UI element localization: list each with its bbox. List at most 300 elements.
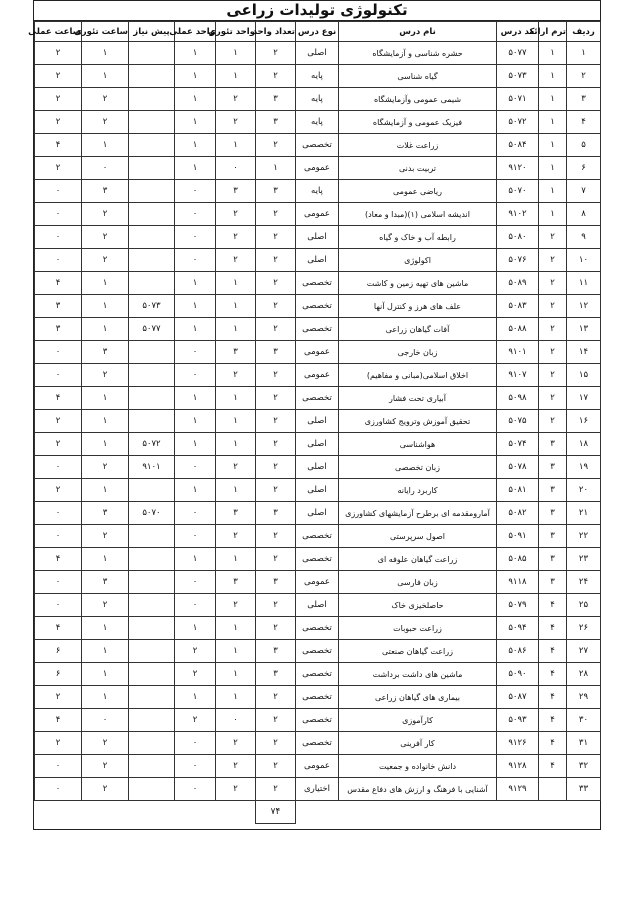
cell-units: ۲ xyxy=(256,318,296,341)
cell-practical-units: ۱ xyxy=(175,65,216,88)
cell-practical-units: ۰ xyxy=(175,732,216,755)
cell-term: ۴ xyxy=(539,755,567,778)
cell-course-name: تربیت بدنی xyxy=(339,157,497,180)
cell-practical-units: ۰ xyxy=(175,755,216,778)
cell-prerequisite xyxy=(129,617,175,640)
cell-row-number: ۱۴ xyxy=(567,341,601,364)
cell-course-name: علف های هرز و کنترل آنها xyxy=(339,295,497,318)
cell-practical-units: ۱ xyxy=(175,42,216,65)
cell-course-code: ۹۱۲۰ xyxy=(497,157,539,180)
cell-course-type: تخصصی xyxy=(296,318,339,341)
cell-prerequisite: ۵۰۷۷ xyxy=(129,318,175,341)
cell-practical-units: ۱ xyxy=(175,295,216,318)
cell-course-code: ۵۰۷۲ xyxy=(497,111,539,134)
cell-term: ۴ xyxy=(539,709,567,732)
cell-theory-units: ۲ xyxy=(216,456,256,479)
cell-prerequisite: ۵۰۷۳ xyxy=(129,295,175,318)
table-row xyxy=(35,65,601,88)
cell-practical-hours: ۰ xyxy=(35,341,82,364)
cell-row-number: ۵ xyxy=(567,134,601,157)
cell-course-name: اندیشه اسلامی (۱)(مبدا و معاد) xyxy=(339,203,497,226)
cell-course-type: تخصصی xyxy=(296,272,339,295)
cell-term: ۳ xyxy=(539,502,567,525)
cell-term: ۱ xyxy=(539,157,567,180)
cell-course-code: ۵۰۷۷ xyxy=(497,42,539,65)
cell-row-number: ۱۰ xyxy=(567,249,601,272)
cell-course-name: زراعت غلات xyxy=(339,134,497,157)
cell-practical-units: ۱ xyxy=(175,318,216,341)
table-row xyxy=(35,157,601,180)
cell-theory-units: ۱ xyxy=(216,272,256,295)
col-header-code: کد درس xyxy=(497,22,539,42)
cell-units: ۲ xyxy=(256,410,296,433)
cell-prerequisite xyxy=(129,65,175,88)
table-row xyxy=(35,732,601,755)
course-sheet xyxy=(28,0,601,830)
cell-practical-units: ۲ xyxy=(175,709,216,732)
cell-theory-hours: ۰ xyxy=(82,157,129,180)
cell-course-type: اختیاری xyxy=(296,778,339,801)
cell-units: ۲ xyxy=(256,42,296,65)
cell-row-number: ۲۷ xyxy=(567,640,601,663)
cell-theory-units: ۱ xyxy=(216,548,256,571)
cell-row-number: ۳۱ xyxy=(567,732,601,755)
cell-practical-hours: ۴ xyxy=(35,617,82,640)
table-row xyxy=(35,249,601,272)
cell-course-name: زراعت گیاهان صنعتی xyxy=(339,640,497,663)
cell-practical-hours: ۰ xyxy=(35,364,82,387)
cell-course-name: کار آفرینی xyxy=(339,732,497,755)
cell-course-name: اخلاق اسلامی(مبانی و مفاهیم) xyxy=(339,364,497,387)
cell-practical-hours: ۰ xyxy=(35,203,82,226)
cell-prerequisite xyxy=(129,709,175,732)
cell-course-type: اصلی xyxy=(296,42,339,65)
cell-course-type: عمومی xyxy=(296,341,339,364)
cell-term: ۲ xyxy=(539,249,567,272)
cell-term: ۴ xyxy=(539,594,567,617)
cell-practical-hours: ۰ xyxy=(35,180,82,203)
cell-prerequisite xyxy=(129,42,175,65)
cell-units: ۲ xyxy=(256,65,296,88)
cell-course-name: حاصلخیزی خاک xyxy=(339,594,497,617)
cell-theory-hours: ۲ xyxy=(82,755,129,778)
cell-practical-hours: ۲ xyxy=(35,410,82,433)
cell-term: ۳ xyxy=(539,433,567,456)
table-row xyxy=(35,755,601,778)
cell-row-number: ۳ xyxy=(567,88,601,111)
cell-course-type: عمومی xyxy=(296,364,339,387)
cell-practical-hours: ۶ xyxy=(35,663,82,686)
cell-course-name: زراعت حبوبات xyxy=(339,617,497,640)
cell-practical-hours: ۳ xyxy=(35,318,82,341)
cell-course-name: آمارومقدمه ای برطرح آزمایشهای کشاورزی xyxy=(339,502,497,525)
cell-course-code: ۵۰۷۰ xyxy=(497,180,539,203)
cell-theory-units: ۱ xyxy=(216,65,256,88)
cell-course-name: کاربرد رایانه xyxy=(339,479,497,502)
cell-practical-hours: ۰ xyxy=(35,571,82,594)
cell-practical-units: ۱ xyxy=(175,479,216,502)
cell-row-number: ۱۳ xyxy=(567,318,601,341)
cell-row-number: ۱۸ xyxy=(567,433,601,456)
cell-course-type: تخصصی xyxy=(296,387,339,410)
cell-course-name: شیمی عمومی وآزمایشگاه xyxy=(339,88,497,111)
cell-practical-units: ۱ xyxy=(175,548,216,571)
cell-prerequisite: ۹۱۰۱ xyxy=(129,456,175,479)
col-header-row-number: ردیف xyxy=(567,22,601,42)
cell-course-type: تخصصی xyxy=(296,134,339,157)
cell-practical-hours: ۴ xyxy=(35,548,82,571)
table-row xyxy=(35,709,601,732)
cell-course-code: ۵۰۷۳ xyxy=(497,65,539,88)
col-header-theory-units: واحد تئوری xyxy=(216,22,256,42)
cell-practical-hours: ۰ xyxy=(35,502,82,525)
cell-theory-hours: ۲ xyxy=(82,525,129,548)
cell-practical-hours: ۶ xyxy=(35,640,82,663)
cell-term: ۱ xyxy=(539,134,567,157)
cell-course-type: پایه xyxy=(296,180,339,203)
cell-course-code: ۵۰۸۲ xyxy=(497,502,539,525)
cell-theory-units: ۲ xyxy=(216,732,256,755)
table-row xyxy=(35,410,601,433)
cell-practical-units: ۰ xyxy=(175,571,216,594)
cell-row-number: ۳۲ xyxy=(567,755,601,778)
cell-course-type: عمومی xyxy=(296,157,339,180)
cell-row-number: ۳۳ xyxy=(567,778,601,801)
cell-theory-units: ۱ xyxy=(216,663,256,686)
cell-theory-hours: ۲ xyxy=(82,226,129,249)
cell-term: ۱ xyxy=(539,65,567,88)
cell-course-type: تخصصی xyxy=(296,663,339,686)
cell-theory-units: ۲ xyxy=(216,594,256,617)
cell-course-type: تخصصی xyxy=(296,617,339,640)
table-row xyxy=(35,456,601,479)
cell-course-type: اصلی xyxy=(296,433,339,456)
cell-practical-units: ۰ xyxy=(175,226,216,249)
table-row xyxy=(35,318,601,341)
cell-practical-hours: ۲ xyxy=(35,111,82,134)
cell-course-type: اصلی xyxy=(296,249,339,272)
cell-course-type: اصلی xyxy=(296,502,339,525)
total-row xyxy=(35,801,601,824)
cell-theory-units: ۲ xyxy=(216,203,256,226)
cell-prerequisite xyxy=(129,88,175,111)
cell-row-number: ۲۳ xyxy=(567,548,601,571)
table-row xyxy=(35,134,601,157)
cell-units: ۲ xyxy=(256,134,296,157)
cell-theory-units: ۱ xyxy=(216,410,256,433)
cell-course-code: ۹۱۰۷ xyxy=(497,364,539,387)
cell-units: ۲ xyxy=(256,778,296,801)
cell-course-name: کارآموزی xyxy=(339,709,497,732)
cell-term: ۲ xyxy=(539,318,567,341)
cell-term: ۱ xyxy=(539,42,567,65)
cell-prerequisite xyxy=(129,410,175,433)
cell-units: ۱ xyxy=(256,157,296,180)
cell-course-name: زبان تخصصی xyxy=(339,456,497,479)
cell-theory-units: ۰ xyxy=(216,157,256,180)
cell-prerequisite xyxy=(129,134,175,157)
cell-theory-hours: ۳ xyxy=(82,571,129,594)
cell-course-type: تخصصی xyxy=(296,295,339,318)
cell-prerequisite xyxy=(129,157,175,180)
cell-practical-units: ۲ xyxy=(175,640,216,663)
cell-practical-units: ۱ xyxy=(175,272,216,295)
cell-practical-units: ۱ xyxy=(175,111,216,134)
cell-term: ۳ xyxy=(539,456,567,479)
cell-theory-hours: ۱ xyxy=(82,272,129,295)
cell-course-code: ۵۰۷۸ xyxy=(497,456,539,479)
cell-theory-hours: ۱ xyxy=(82,686,129,709)
cell-theory-hours: ۱ xyxy=(82,410,129,433)
cell-theory-units: ۰ xyxy=(216,709,256,732)
cell-units: ۲ xyxy=(256,295,296,318)
table-row xyxy=(35,640,601,663)
cell-course-code: ۵۰۸۵ xyxy=(497,548,539,571)
cell-course-name: گیاه شناسی xyxy=(339,65,497,88)
cell-theory-hours: ۳ xyxy=(82,502,129,525)
cell-row-number: ۱۲ xyxy=(567,295,601,318)
cell-units: ۲ xyxy=(256,456,296,479)
cell-units: ۲ xyxy=(256,617,296,640)
cell-theory-hours: ۱ xyxy=(82,433,129,456)
cell-term: ۲ xyxy=(539,387,567,410)
cell-course-code: ۵۰۹۱ xyxy=(497,525,539,548)
cell-prerequisite xyxy=(129,663,175,686)
cell-theory-hours: ۱ xyxy=(82,479,129,502)
cell-practical-hours: ۲ xyxy=(35,479,82,502)
cell-theory-units: ۲ xyxy=(216,88,256,111)
cell-course-code: ۵۰۹۳ xyxy=(497,709,539,732)
cell-practical-hours: ۲ xyxy=(35,42,82,65)
cell-course-code: ۵۰۸۰ xyxy=(497,226,539,249)
cell-row-number: ۱۹ xyxy=(567,456,601,479)
cell-course-type: اصلی xyxy=(296,456,339,479)
cell-course-code: ۵۰۹۴ xyxy=(497,617,539,640)
cell-course-name: زبان خارجی xyxy=(339,341,497,364)
cell-units: ۳ xyxy=(256,180,296,203)
cell-units: ۲ xyxy=(256,525,296,548)
cell-prerequisite xyxy=(129,111,175,134)
table-row xyxy=(35,226,601,249)
cell-row-number: ۲۴ xyxy=(567,571,601,594)
cell-units: ۲ xyxy=(256,226,296,249)
cell-term: ۴ xyxy=(539,663,567,686)
cell-theory-units: ۲ xyxy=(216,226,256,249)
cell-units: ۲ xyxy=(256,709,296,732)
cell-course-code: ۵۰۸۶ xyxy=(497,640,539,663)
cell-course-type: اصلی xyxy=(296,410,339,433)
cell-prerequisite xyxy=(129,525,175,548)
cell-theory-units: ۲ xyxy=(216,111,256,134)
cell-course-code: ۵۰۷۵ xyxy=(497,410,539,433)
cell-course-name: اکولوژی xyxy=(339,249,497,272)
cell-term: ۱ xyxy=(539,111,567,134)
cell-row-number: ۴ xyxy=(567,111,601,134)
cell-theory-hours: ۱ xyxy=(82,640,129,663)
cell-units: ۲ xyxy=(256,249,296,272)
cell-prerequisite xyxy=(129,548,175,571)
cell-row-number: ۱۱ xyxy=(567,272,601,295)
cell-practical-hours: ۲ xyxy=(35,433,82,456)
table-row xyxy=(35,111,601,134)
cell-theory-hours: ۲ xyxy=(82,594,129,617)
cell-practical-hours: ۰ xyxy=(35,456,82,479)
cell-practical-hours: ۴ xyxy=(35,134,82,157)
cell-practical-units: ۱ xyxy=(175,134,216,157)
cell-practical-units: ۱ xyxy=(175,157,216,180)
cell-practical-units: ۱ xyxy=(175,387,216,410)
cell-practical-units: ۰ xyxy=(175,502,216,525)
cell-course-code: ۹۱۰۲ xyxy=(497,203,539,226)
cell-theory-hours: ۳ xyxy=(82,341,129,364)
cell-practical-units: ۱ xyxy=(175,88,216,111)
cell-prerequisite xyxy=(129,387,175,410)
cell-row-number: ۲۵ xyxy=(567,594,601,617)
cell-course-type: تخصصی xyxy=(296,709,339,732)
cell-course-name: رابطه آب و خاک و گیاه xyxy=(339,226,497,249)
cell-theory-hours: ۲ xyxy=(82,732,129,755)
cell-row-number: ۳۰ xyxy=(567,709,601,732)
cell-practical-units: ۰ xyxy=(175,525,216,548)
cell-course-type: پایه xyxy=(296,65,339,88)
cell-term: ۳ xyxy=(539,548,567,571)
course-table xyxy=(28,21,601,824)
table-row xyxy=(35,272,601,295)
table-row xyxy=(35,341,601,364)
cell-row-number: ۱۷ xyxy=(567,387,601,410)
table-row xyxy=(35,525,601,548)
page-title: تکنولوژی تولیدات زراعی xyxy=(34,1,600,21)
table-row xyxy=(35,295,601,318)
cell-course-type: تخصصی xyxy=(296,686,339,709)
cell-theory-units: ۱ xyxy=(216,42,256,65)
cell-term: ۲ xyxy=(539,341,567,364)
cell-term: ۲ xyxy=(539,295,567,318)
cell-course-name: ماشین های تهیه زمین و کاشت xyxy=(339,272,497,295)
cell-units: ۳ xyxy=(256,111,296,134)
cell-theory-hours: ۲ xyxy=(82,456,129,479)
cell-theory-hours: ۱ xyxy=(82,65,129,88)
cell-course-name: زبان فارسی xyxy=(339,571,497,594)
cell-units: ۳ xyxy=(256,663,296,686)
table-row xyxy=(35,548,601,571)
cell-theory-units: ۲ xyxy=(216,364,256,387)
cell-theory-hours: ۲ xyxy=(82,249,129,272)
cell-course-type: پایه xyxy=(296,88,339,111)
cell-units: ۲ xyxy=(256,364,296,387)
cell-theory-hours: ۱ xyxy=(82,663,129,686)
cell-theory-hours: ۲ xyxy=(82,203,129,226)
col-header-prerequisite: پیش نیاز xyxy=(129,22,175,42)
cell-row-number: ۲۹ xyxy=(567,686,601,709)
cell-course-name: آشنایی با فرهنگ و ارزش های دفاع مقدس xyxy=(339,778,497,801)
cell-term: ۳ xyxy=(539,571,567,594)
cell-course-code: ۵۰۸۸ xyxy=(497,318,539,341)
cell-course-type: تخصصی xyxy=(296,525,339,548)
cell-course-code: ۵۰۸۴ xyxy=(497,134,539,157)
cell-course-type: تخصصی xyxy=(296,640,339,663)
cell-theory-units: ۱ xyxy=(216,686,256,709)
cell-units: ۳ xyxy=(256,88,296,111)
cell-theory-hours: ۲ xyxy=(82,778,129,801)
cell-theory-units: ۱ xyxy=(216,295,256,318)
cell-practical-hours: ۲ xyxy=(35,732,82,755)
total-spacer xyxy=(296,801,601,824)
cell-term: ۱ xyxy=(539,180,567,203)
total-spacer-end xyxy=(35,801,256,824)
cell-theory-units: ۱ xyxy=(216,134,256,157)
table-row xyxy=(35,617,601,640)
cell-theory-units: ۱ xyxy=(216,387,256,410)
cell-prerequisite: ۵۰۷۰ xyxy=(129,502,175,525)
cell-practical-hours: ۲ xyxy=(35,65,82,88)
cell-row-number: ۹ xyxy=(567,226,601,249)
cell-practical-units: ۲ xyxy=(175,663,216,686)
cell-course-name: دانش خانواده و جمعیت xyxy=(339,755,497,778)
cell-practical-units: ۰ xyxy=(175,364,216,387)
cell-course-code: ۵۰۷۱ xyxy=(497,88,539,111)
cell-practical-hours: ۲ xyxy=(35,88,82,111)
cell-theory-units: ۱ xyxy=(216,318,256,341)
table-row xyxy=(35,387,601,410)
cell-course-type: تخصصی xyxy=(296,732,339,755)
cell-practical-units: ۱ xyxy=(175,433,216,456)
cell-course-code: ۹۱۲۹ xyxy=(497,778,539,801)
cell-prerequisite xyxy=(129,341,175,364)
cell-theory-hours: ۲ xyxy=(82,111,129,134)
table-row xyxy=(35,203,601,226)
cell-practical-units: ۱ xyxy=(175,686,216,709)
cell-theory-units: ۱ xyxy=(216,433,256,456)
cell-practical-hours: ۴ xyxy=(35,387,82,410)
cell-term: ۴ xyxy=(539,732,567,755)
cell-theory-units: ۱ xyxy=(216,617,256,640)
cell-prerequisite xyxy=(129,249,175,272)
cell-prerequisite xyxy=(129,364,175,387)
cell-row-number: ۷ xyxy=(567,180,601,203)
cell-course-code: ۵۰۹۰ xyxy=(497,663,539,686)
cell-row-number: ۲۲ xyxy=(567,525,601,548)
cell-term: ۲ xyxy=(539,272,567,295)
table-row xyxy=(35,479,601,502)
cell-theory-units: ۲ xyxy=(216,778,256,801)
cell-practical-units: ۱ xyxy=(175,617,216,640)
table-row xyxy=(35,686,601,709)
cell-theory-units: ۲ xyxy=(216,249,256,272)
header-row xyxy=(35,22,601,42)
cell-practical-hours: ۰ xyxy=(35,525,82,548)
cell-row-number: ۱۶ xyxy=(567,410,601,433)
cell-practical-hours: ۰ xyxy=(35,594,82,617)
cell-theory-units: ۳ xyxy=(216,341,256,364)
cell-units: ۲ xyxy=(256,203,296,226)
cell-row-number: ۲۱ xyxy=(567,502,601,525)
cell-prerequisite xyxy=(129,640,175,663)
cell-units: ۲ xyxy=(256,755,296,778)
cell-prerequisite xyxy=(129,755,175,778)
cell-course-code: ۹۱۱۸ xyxy=(497,571,539,594)
cell-practical-hours: ۲ xyxy=(35,686,82,709)
cell-course-name: هواشناسی xyxy=(339,433,497,456)
cell-course-code: ۵۰۷۶ xyxy=(497,249,539,272)
cell-course-code: ۵۰۹۸ xyxy=(497,387,539,410)
cell-theory-units: ۳ xyxy=(216,571,256,594)
cell-practical-hours: ۲ xyxy=(35,157,82,180)
cell-practical-hours: ۴ xyxy=(35,709,82,732)
col-header-practical-hours: ساعت عملی xyxy=(35,22,82,42)
cell-units: ۳ xyxy=(256,502,296,525)
cell-theory-hours: ۱ xyxy=(82,134,129,157)
